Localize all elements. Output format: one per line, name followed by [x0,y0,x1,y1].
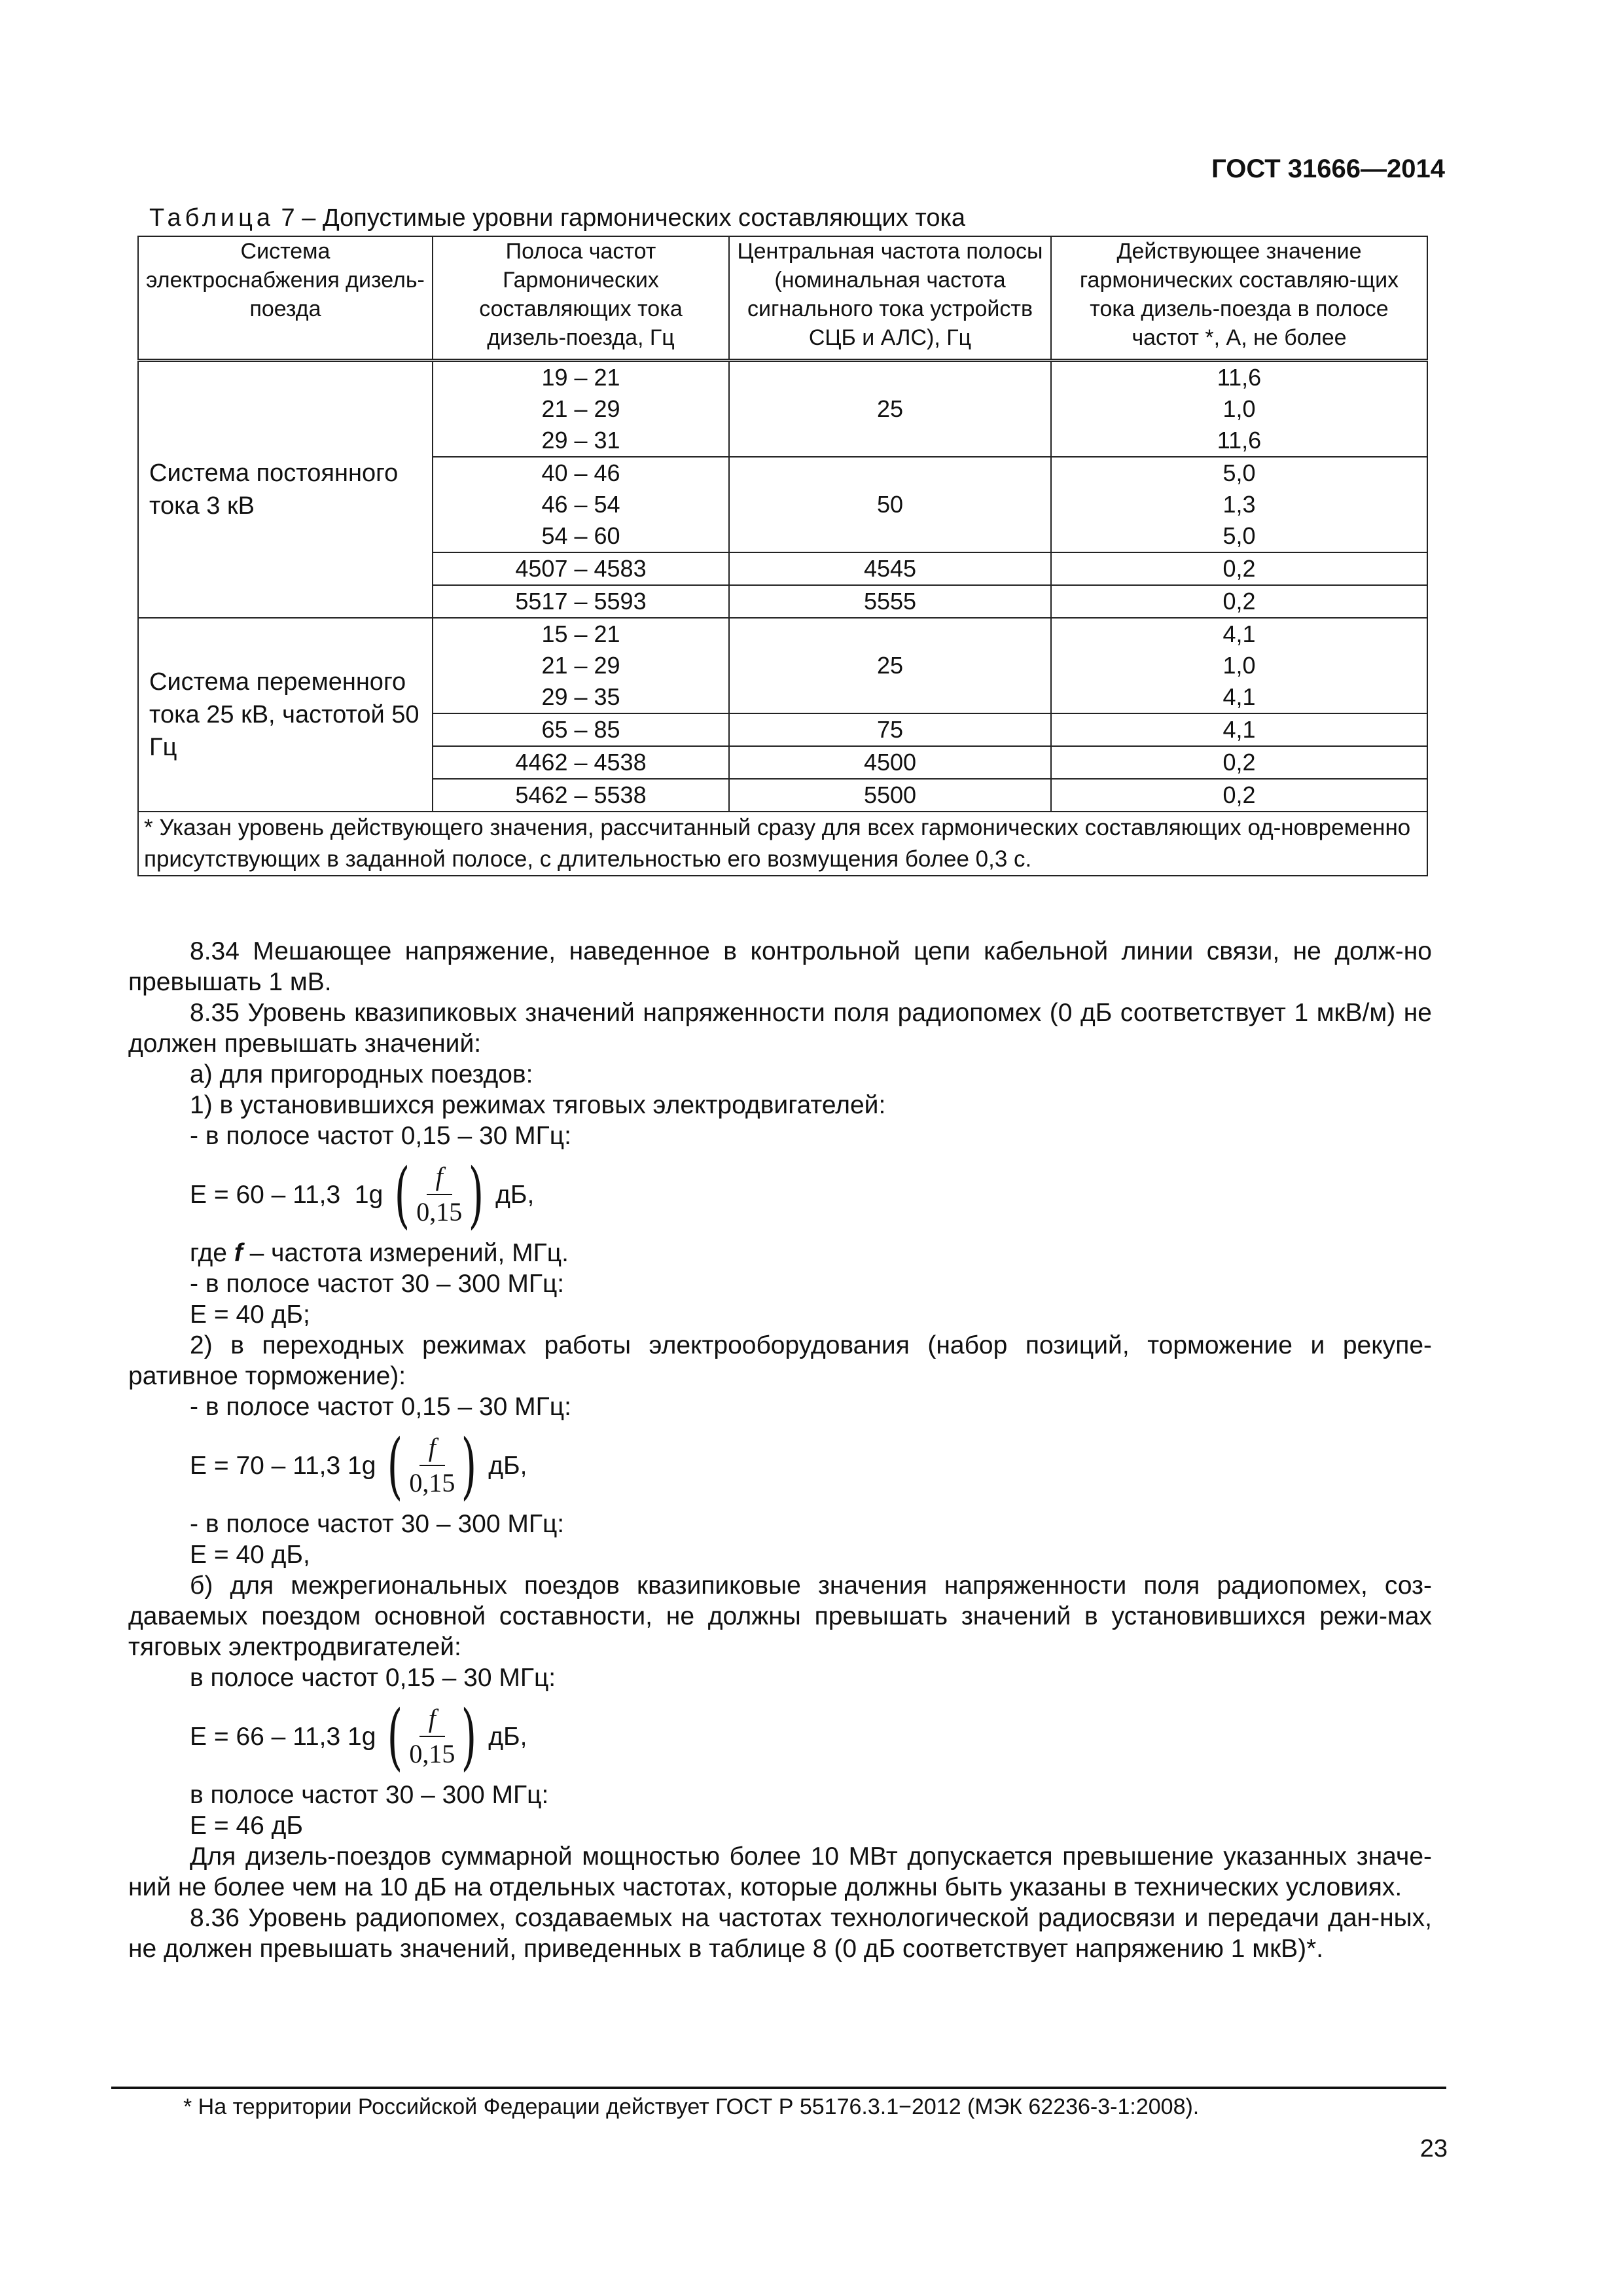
band-line: в полосе частот 30 – 300 МГц: [190,1781,549,1809]
value-cell: 0,2 [1051,552,1427,585]
band-cell: 65 – 85 [433,713,729,746]
table-caption-label: Таблица [149,204,274,232]
fraction-numerator: f [419,1702,445,1737]
clause-8-34: 8.34 Мешающее напряжение, наведенное в контрольной цепи кабельной линии связи, не долж-но превышать 1 мВ. [128,937,1432,996]
center-cell: 25 [729,618,1051,713]
formula-lhs: Е = 60 – 11,3 1g [190,1180,383,1209]
formula-unit: дБ, [488,1722,527,1751]
table-row [138,361,1427,457]
center-cell: 4545 [729,552,1051,585]
page-number: 23 [1419,2135,1448,2162]
center-cell: 4500 [729,746,1051,779]
band-line: - в полосе частот 0,15 – 30 МГц: [190,1393,571,1421]
col-header-value: Действующее значение гармонических составляю-щих тока дизель-поезда в полосе частот *, А, не более [1051,236,1427,361]
value-cell: 5,0 1,3 5,0 [1051,457,1427,552]
fraction-denominator: 0,15 [409,1468,455,1498]
value-cell: 11,6 1,0 11,6 [1051,361,1427,457]
page-footnote: * На территории Российской Федерации действует ГОСТ Р 55176.3.1−2012 (МЭК 62236-3-1:2008). [183,2094,1200,2119]
item-b: б) для межрегиональных поездов квазипиковые значения напряженности поля радиопомех, соз-даваемых поездом основной составности, не должны превышать значений в установившихся режи-мах тяговых электродвигателей: [128,1571,1432,1661]
diesel-note: Для дизель-поездов суммарной мощностью более 10 МВт допускается превышение указанных значе-ний не более чем на 10 дБ на отдельных частотах, которые должны быть указаны в технических условиях. [128,1842,1432,1901]
band-line: - в полосе частот 30 – 300 МГц: [190,1510,565,1538]
footnote-divider [111,2087,1446,2089]
item-a2: 2) в переходных режимах работы электрооборудования (набор позиций, торможение и рекупе-ративное торможение): [128,1331,1432,1390]
band-line: - в полосе частот 0,15 – 30 МГц: [190,1122,571,1150]
value-cell: 0,2 [1051,779,1427,812]
formula-2 [128,1422,1432,1509]
center-cell: 75 [729,713,1051,746]
limit-line: Е = 40 дБ, [190,1541,310,1569]
fraction-numerator: f [427,1160,452,1195]
clause-8-35: 8.35 Уровень квазипиковых значений напряженности поля радиопомех (0 дБ соответствует 1 мкВ/м) не должен превышать значений: [128,999,1432,1058]
band-cell: 5517 – 5593 [433,585,729,618]
table-caption-text: 7 – Допустимые уровни гармонических составляющих тока [274,204,966,232]
fraction-denominator: 0,15 [409,1739,455,1768]
formula-1 [128,1151,1432,1238]
band-line: - в полосе частот 30 – 300 МГц: [190,1270,565,1298]
value-cell: 0,2 [1051,585,1427,618]
band-cell: 5462 – 5538 [433,779,729,812]
table-footnote-row [138,812,1427,876]
formula-lhs: Е = 70 – 11,3 1g [190,1451,376,1480]
band-cell: 15 – 21 21 – 29 29 – 35 [433,618,729,713]
item-a: а) для пригородных поездов: [190,1060,533,1088]
col-header-system: Система электроснабжения дизель-поезда [138,236,433,361]
limit-line: Е = 46 дБ [190,1812,304,1840]
harmonics-table [137,236,1428,876]
table-caption [149,204,965,232]
system-ac: Система переменного тока 25 кВ, частотой 50 Гц [138,618,433,812]
value-cell: 4,1 1,0 4,1 [1051,618,1427,713]
center-cell: 25 [729,361,1051,457]
value-cell: 0,2 [1051,746,1427,779]
band-cell: 40 – 46 46 – 54 54 – 60 [433,457,729,552]
item-a1: 1) в установившихся режимах тяговых электродвигателей: [190,1091,886,1119]
log-fraction: ( $\frac{f}{0,15}$ ) [387,1424,477,1507]
log-fraction: ( $\frac{f}{0,15}$ ) [394,1153,484,1236]
table-row [138,618,1427,713]
table-footnote: * Указан уровень действующего значения, рассчитанный сразу для всех гармонических составляющих од-новременно присутствующих в заданной полосе, с длительностью его возмущения более 0,3 с. [138,812,1427,876]
fraction-denominator: 0,15 [416,1197,463,1227]
band-cell: 4507 – 4583 [433,552,729,585]
where-line: где f – частота измерений, МГц. [190,1239,569,1267]
limit-line: Е = 40 дБ; [190,1300,310,1329]
center-cell: 5500 [729,779,1051,812]
col-header-center: Центральная частота полосы (номинальная частота сигнального тока устройств СЦБ и АЛС), Гц [729,236,1051,361]
clause-8-36: 8.36 Уровень радиопомех, создаваемых на частотах технологической радиосвязи и передачи дан-ных, не должен превышать значений, приведенных в таблице 8 (0 дБ соответствует напряжению 1 мкВ)*. [128,1904,1432,1963]
log-fraction: ( $\frac{f}{0,15}$ ) [387,1695,477,1778]
center-cell: 50 [729,457,1051,552]
formula-unit: дБ, [495,1180,535,1209]
value-cell: 4,1 [1051,713,1427,746]
formula-lhs: Е = 66 – 11,3 1g [190,1722,376,1751]
band-cell: 4462 – 4538 [433,746,729,779]
fraction-numerator: f [419,1431,445,1466]
band-cell: 19 – 21 21 – 29 29 – 31 [433,361,729,457]
band-line: в полосе частот 0,15 – 30 МГц: [190,1664,556,1692]
formula-3 [128,1693,1432,1780]
document-header: ГОСТ 31666—2014 [1211,154,1445,183]
body-text [128,936,1432,1964]
col-header-band: Полоса частот Гармонических составляющих тока дизель-поезда, Гц [433,236,729,361]
system-dc: Система постоянного тока 3 кВ [138,361,433,619]
formula-unit: дБ, [488,1451,527,1480]
center-cell: 5555 [729,585,1051,618]
